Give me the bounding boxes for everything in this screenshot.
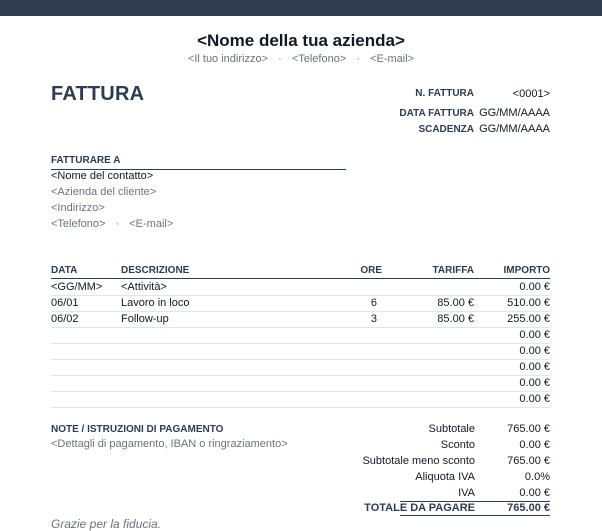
tax-label: IVA [458,487,475,499]
discount-value: 0.00 € [519,439,550,451]
separator-dot: · [356,53,360,65]
invoice-date-value: GG/MM/AAAA [479,107,550,119]
column-header-description: DESCRIZIONE [121,265,190,276]
due-date-label: SCADENZA [418,124,474,135]
cell-amount: 0.00 € [519,377,550,389]
subtotal-value: 765.00 € [507,423,550,435]
cell-rate: 85.00 € [437,313,474,325]
company-name: <Nome della tua azienda> [197,31,405,50]
table-row [51,295,550,312]
discount-label: Sconto [440,439,475,451]
company-phone: <Telefono> [291,53,347,65]
bill-to-email: <E-mail> [129,218,174,230]
subtotal-label: Subtotale [428,423,475,435]
cell-date: 06/01 [51,297,79,309]
table-row [51,343,550,360]
company-contact-line [0,53,602,65]
notes-text: <Dettagli di pagamento, IBAN o ringraziamento> [51,438,288,450]
cell-description: Follow-up [121,313,169,325]
cell-description: <Attività> [121,281,167,293]
cell-amount: 0.00 € [519,345,550,357]
separator-dot: · [278,53,282,65]
total-rule-bottom [400,515,550,516]
tax-value: 0.00 € [519,487,550,499]
cell-amount: 0.00 € [519,361,550,373]
cell-hours: 3 [370,313,377,325]
header-band [0,0,602,16]
tax-rate-value: 0.0% [524,471,550,483]
cell-amount: 0.00 € [519,393,550,405]
bill-to-company: <Azienda del cliente> [51,186,157,198]
cell-amount: 0.00 € [519,329,550,341]
table-row [51,391,550,408]
separator-dot: · [115,218,120,230]
document-title: FATTURA [51,83,145,105]
invoice-number-label: N. FATTURA [415,88,474,99]
cell-date: 06/02 [51,313,79,325]
bill-to-phone: <Telefono> [51,218,106,230]
company-email: <E-mail> [370,53,415,65]
table-row [51,375,550,392]
table-row [51,327,550,344]
due-date-value: GG/MM/AAAA [479,123,550,135]
bill-to-heading: FATTURARE A [51,155,346,170]
tax-rate-label: Aliquota IVA [415,471,475,483]
invoice-number-value: <0001> [512,88,550,100]
total-due-label: TOTALE DA PAGARE [364,502,475,514]
cell-hours: 6 [370,297,377,309]
cell-rate: 85.00 € [437,297,474,309]
table-row [51,279,550,296]
bill-to-address: <Indirizzo> [51,202,105,214]
cell-description: Lavoro in loco [121,297,190,309]
notes-heading: NOTE / ISTRUZIONI DI PAGAMENTO [51,424,224,435]
bill-to-contact-line [51,218,173,230]
cell-amount: 0.00 € [519,281,550,293]
column-header-date: DATA [51,265,78,276]
thank-you-note: Grazie per la fiducia. [51,517,162,531]
cell-amount: 255.00 € [507,313,550,325]
subtotal-less-discount-label: Subtotale meno sconto [362,455,475,467]
table-row [51,359,550,376]
bill-to-contact: <Nome del contatto> [51,170,154,182]
column-header-hours: ORE [360,265,382,276]
invoice-date-label: DATA FATTURA [399,108,474,119]
column-header-amount: IMPORTO [503,265,550,276]
column-header-rate: TARIFFA [432,265,474,276]
total-due-value: 765.00 € [507,502,550,514]
subtotal-less-discount-value: 765.00 € [507,455,550,467]
table-row [51,311,550,328]
cell-date: <GG/MM> [51,281,103,293]
cell-amount: 510.00 € [507,297,550,309]
company-address: <Il tuo indirizzo> [187,53,269,65]
